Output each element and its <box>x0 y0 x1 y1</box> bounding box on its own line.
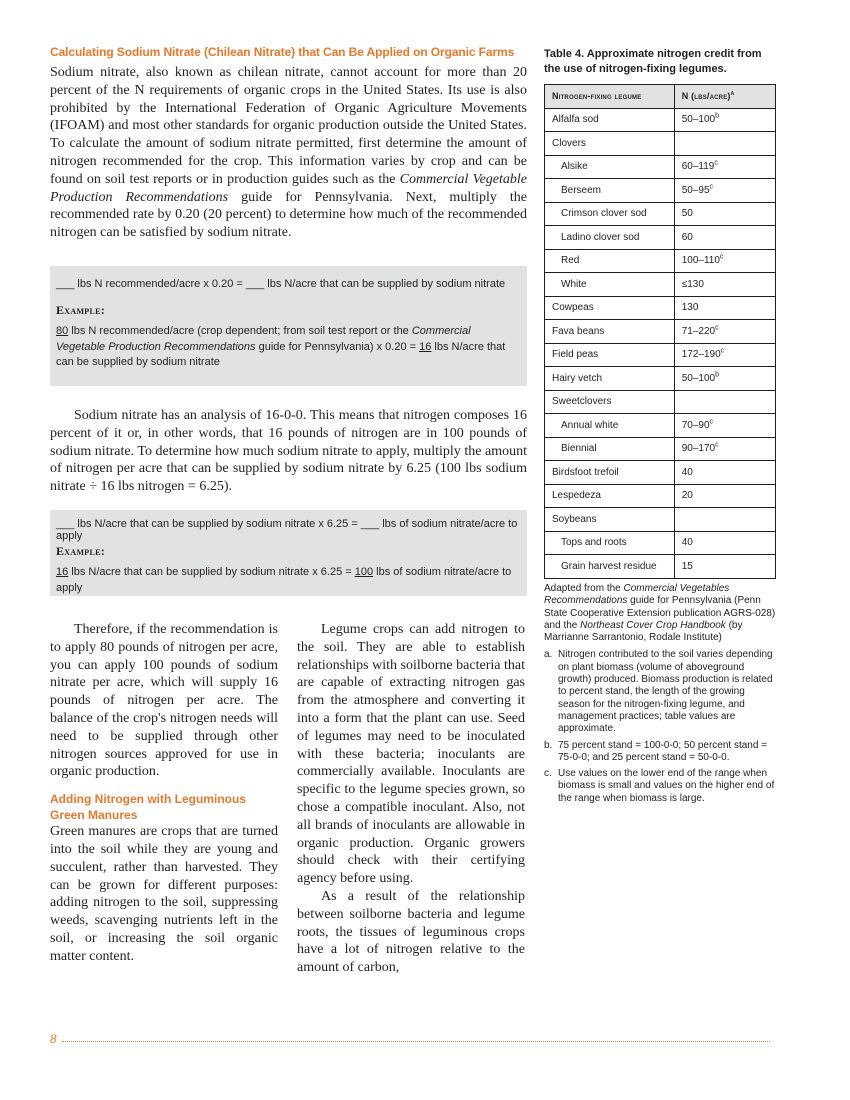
example-value: 16 <box>56 566 69 578</box>
footnote-list <box>544 649 776 805</box>
legume-name-cell: Biennial <box>545 437 675 461</box>
footnote-item <box>544 768 776 805</box>
example-text-part: guide for Pennsylvania) x 0.20 = <box>255 340 420 353</box>
nitrogen-value-cell <box>674 249 775 273</box>
nitrogen-value: ≤130 <box>681 278 704 290</box>
table-row <box>545 202 776 226</box>
nitrogen-value-cell <box>674 226 775 250</box>
footnote-letter: c. <box>544 768 552 780</box>
footnote-marker: a <box>730 90 735 98</box>
table-body <box>545 108 776 578</box>
footnote-marker: b <box>715 112 719 120</box>
nitrogen-value: 60–119 <box>681 161 715 173</box>
nitrogen-value: 70–90 <box>681 419 710 431</box>
nitrogen-value: 60 <box>681 231 693 243</box>
table-header-nitrogen <box>674 85 775 109</box>
example-text-part: lbs of sodium nitrate/acre to apply <box>56 566 512 594</box>
green-manures-paragraph: Green manures are crops that are turned into the soil while they are young and succulent, rather than harvested. They can be grown for different purposes: adding nitrogen to the soil, suppressing weeds, scavenging nutrients left in the soil, or increasing the soil organic matter content. <box>50 824 278 964</box>
table-row <box>545 155 776 179</box>
nitrogen-value-cell <box>674 508 775 532</box>
nitrogen-value: 50 <box>681 208 693 220</box>
nitrogen-value-cell <box>674 484 775 508</box>
legume-name-cell: Sweetclovers <box>545 390 675 414</box>
table-row <box>545 226 776 250</box>
legume-paragraph: Legume crops can add nitrogen to the soil. They are able to establish relationships with soilborne bacteria that are capable of extracting nitrogen gas from the atmosphere and converting it into a form that the plant can use. Seed of legumes may need to be inoculated with these bacteria; inoculants are commercially available. Inoculants are specific to the legume species grown, so chose a compatible inoculant. Also, not all brands of inoculants are allowable in organic production. Organic growers should check with their certifying agency before using. <box>297 622 525 887</box>
legume-name-cell: Field peas <box>545 343 675 367</box>
table-row <box>545 108 776 132</box>
example-nitrogen <box>56 324 522 371</box>
nitrogen-value-cell <box>674 296 775 320</box>
nitrogen-value-cell <box>674 155 775 179</box>
table-caption: Table 4. Approximate nitrogen credit from the use of nitrogen-fixing legumes. <box>544 48 762 75</box>
footer-dotted-rule <box>62 1041 770 1042</box>
nitrogen-value-cell <box>674 461 775 485</box>
legume-nitrogen-table <box>544 84 776 579</box>
footnote-marker: c <box>715 441 719 449</box>
example-text-part: lbs N/acre that can be supplied by sodium nitrate x 6.25 = <box>68 566 355 578</box>
table-row <box>545 273 776 297</box>
nitrogen-value-cell <box>674 531 775 555</box>
formula-box-nitrogen <box>50 266 527 386</box>
table-row <box>545 132 776 156</box>
table-row <box>545 320 776 344</box>
example-value: 100 <box>354 566 374 578</box>
legume-name-cell: Crimson clover sod <box>545 202 675 226</box>
table-source-title: Commercial Vegetables Recommendations <box>544 583 730 607</box>
legume-name-cell: Cowpeas <box>545 296 675 320</box>
table-source-text: (by Marrianne Sarrantonio, Rodale Institute) <box>544 619 743 644</box>
footnote-marker: c <box>715 324 719 332</box>
table-source-text: Adapted from the <box>544 583 624 594</box>
example-guide-title: Commercial Vegetable Production Recommendations <box>56 325 471 353</box>
nitrogen-value: 100–110 <box>681 255 720 267</box>
nitrogen-value: 71–220 <box>681 325 716 337</box>
sodium-intro-text-a: Sodium nitrate, also known as chilean nitrate, cannot account for more than 20 percent of the N requirements of organic crops in the United States. Its use is also prohibited by the International Federation of Organic Agriculture Movements (IFOAM) and most other standards for organic production outside the United States. To calculate the amount of sodium nitrate permitted, first determine the amount of nitrogen recommended for the crop. This information varies by crop and can be found on soil test reports or in production guides such as the <box>50 65 527 187</box>
example-text-part: lbs N/acre that can be supplied by sodium nitrate <box>56 340 506 368</box>
nitrogen-value: 50–100 <box>681 372 716 384</box>
footnote-text: Nitrogen contributed to the soil varies depending on plant biomass (volume of aboveground growth) produced. Biomass production is related to percent stand, the length of the growing season for the nitrogen-fixing legume, and management practices; table values are approximate. <box>558 649 773 735</box>
formula-box-sodium-nitrate <box>50 510 527 596</box>
table-row <box>545 484 776 508</box>
footnote-text: Use values on the lower end of the range when biomass is small and values on the higher end of the range when biomass is large. <box>558 768 775 804</box>
legume-name-cell: Hairy vetch <box>545 367 675 391</box>
sodium-intro-paragraph <box>50 64 527 242</box>
page-footer <box>50 1031 770 1047</box>
table-row <box>545 249 776 273</box>
legume-name-cell: Fava beans <box>545 320 675 344</box>
sodium-intro-text-b: guide for Pennsylvania. Next, multiply the recommended rate by 0.20 (20 percent) to determine how much of the recommended nitrogen can be satisfied by sodium nitrate. <box>50 189 527 241</box>
example-sodium-nitrate <box>56 565 522 596</box>
legume-name-cell: Annual white <box>545 414 675 438</box>
nitrogen-value-cell <box>674 273 775 297</box>
table-row <box>545 531 776 555</box>
therefore-paragraph: Therefore, if the recommendation is to apply 80 pounds of nitrogen per acre, you can apply 100 pounds of sodium nitrate per acre, which will supply 16 pounds of nitrogen per acre. The balance of the crop's nitrogen needs will need to be supplied through other nitrogen sources approved for use in organic production. <box>50 622 278 780</box>
legume-name-cell: Alfalfa sod <box>545 108 675 132</box>
nitrogen-value-cell <box>674 202 775 226</box>
nitrogen-value: 40 <box>681 537 693 549</box>
formula-nitrogen: ___ lbs N recommended/acre x 0.20 = ___ lbs N/acre that can be supplied by sodium nitrate <box>56 278 506 290</box>
legume-name-cell: Clovers <box>545 132 675 156</box>
example-text-part: lbs N recommended/acre (crop dependent; from soil test report or the <box>68 325 412 337</box>
nitrogen-value-cell <box>674 108 775 132</box>
table-row <box>545 437 776 461</box>
legume-name-cell: Red <box>545 249 675 273</box>
table-row <box>545 555 776 579</box>
legume-name-cell: Tops and roots <box>545 531 675 555</box>
nitrogen-value: 172–190 <box>681 349 721 361</box>
section-heading-legumes: Adding Nitrogen with Leguminous Green Manures <box>50 792 246 822</box>
formula-sodium-nitrate: ___ lbs N/acre that can be supplied by sodium nitrate x 6.25 = ___ lbs of sodium nitrate/acre to apply <box>56 518 518 542</box>
nitrogen-value-cell <box>674 390 775 414</box>
sodium-intro-guide-title: Commercial Vegetable Production Recommendations <box>50 171 527 205</box>
nitrogen-value-cell <box>674 343 775 367</box>
analysis-paragraph: Sodium nitrate has an analysis of 16-0-0. This means that nitrogen composes 16 percent of it or, in other words, that 16 pounds of nitrogen are in 100 pounds of sodium nitrate. To determine how much sodium nitrate to apply, multiply the amount of nitrogen per acre that can be supplied by sodium nitrate by 6.25 (100 lbs sodium nitrate ÷ 16 lbs nitrogen = 6.25). <box>50 408 527 495</box>
table-row <box>545 296 776 320</box>
table-row <box>545 508 776 532</box>
footnote-marker: c <box>709 418 714 426</box>
footnote-letter: a. <box>544 649 553 661</box>
legume-name-cell: Grain harvest residue <box>545 555 675 579</box>
footnote-letter: b. <box>544 739 553 751</box>
table-source <box>544 583 776 644</box>
legume-name-cell: Birdsfoot trefoil <box>545 461 675 485</box>
nitrogen-value-cell <box>674 414 775 438</box>
section-heading-sodium-nitrate: Calculating Sodium Nitrate (Chilean Nitrate) that Can Be Applied on Organic Farms <box>50 45 515 59</box>
legume-name-cell: White <box>545 273 675 297</box>
nitrogen-value: 20 <box>681 490 693 502</box>
nitrogen-value-cell <box>674 555 775 579</box>
footnote-item <box>544 649 776 735</box>
footnote-marker: c <box>709 183 714 191</box>
table-source-title: Northeast Cover Crop Handbook <box>580 619 726 631</box>
example-value: 80 <box>56 325 69 337</box>
nitrogen-value-cell <box>674 367 775 391</box>
page-number: 8 <box>50 1031 57 1046</box>
footnote-text: 75 percent stand = 100-0-0; 50 percent stand = 75-0-0; and 25 percent stand = 50-0-0. <box>558 739 768 763</box>
footnote-marker: c <box>719 253 724 261</box>
table-row <box>545 461 776 485</box>
table-row <box>545 414 776 438</box>
footnote-marker: c <box>720 347 725 355</box>
table-notes <box>544 583 776 809</box>
table-row <box>545 343 776 367</box>
nitrogen-value-cell <box>674 179 775 203</box>
table-header-nitrogen-label: N (lbs/acre) <box>681 91 731 102</box>
legume-name-cell: Berseem <box>545 179 675 203</box>
nitrogen-value: 90–170 <box>681 443 716 455</box>
table-row <box>545 179 776 203</box>
body-column-left <box>50 621 278 966</box>
table-source-text: guide for Pennsylvania (Penn State Cooperative Extension publication AGRS-028) and the <box>544 595 776 631</box>
nitrogen-value-cell <box>674 437 775 461</box>
example-value: 16 <box>419 340 432 353</box>
nitrogen-value-cell <box>674 320 775 344</box>
relationship-paragraph: As a result of the relationship between soilborne bacteria and legume roots, the tissues of leguminous crops have a lot of nitrogen relative to the amount of carbon, <box>297 888 525 976</box>
nitrogen-value: 50–95 <box>681 184 710 196</box>
example-label: Example: <box>56 303 106 317</box>
nitrogen-value-cell <box>674 132 775 156</box>
nitrogen-value: 130 <box>681 302 699 314</box>
legume-name-cell: Ladino clover sod <box>545 226 675 250</box>
footnote-marker: c <box>714 159 718 167</box>
body-column-middle <box>297 621 525 977</box>
table-header-row <box>545 85 776 109</box>
legume-name-cell: Lespedeza <box>545 484 675 508</box>
legume-name-cell: Alsike <box>545 155 675 179</box>
table-row <box>545 367 776 391</box>
footnote-marker: b <box>715 371 719 379</box>
legume-name-cell: Soybeans <box>545 508 675 532</box>
nitrogen-value: 15 <box>681 560 693 572</box>
table-row <box>545 390 776 414</box>
footnote-item <box>544 740 776 765</box>
nitrogen-value: 50–100 <box>681 114 716 126</box>
table-header-legume: Nitrogen-fixing legume <box>545 85 675 109</box>
example-label: Example: <box>56 544 106 558</box>
nitrogen-value: 40 <box>681 466 693 478</box>
